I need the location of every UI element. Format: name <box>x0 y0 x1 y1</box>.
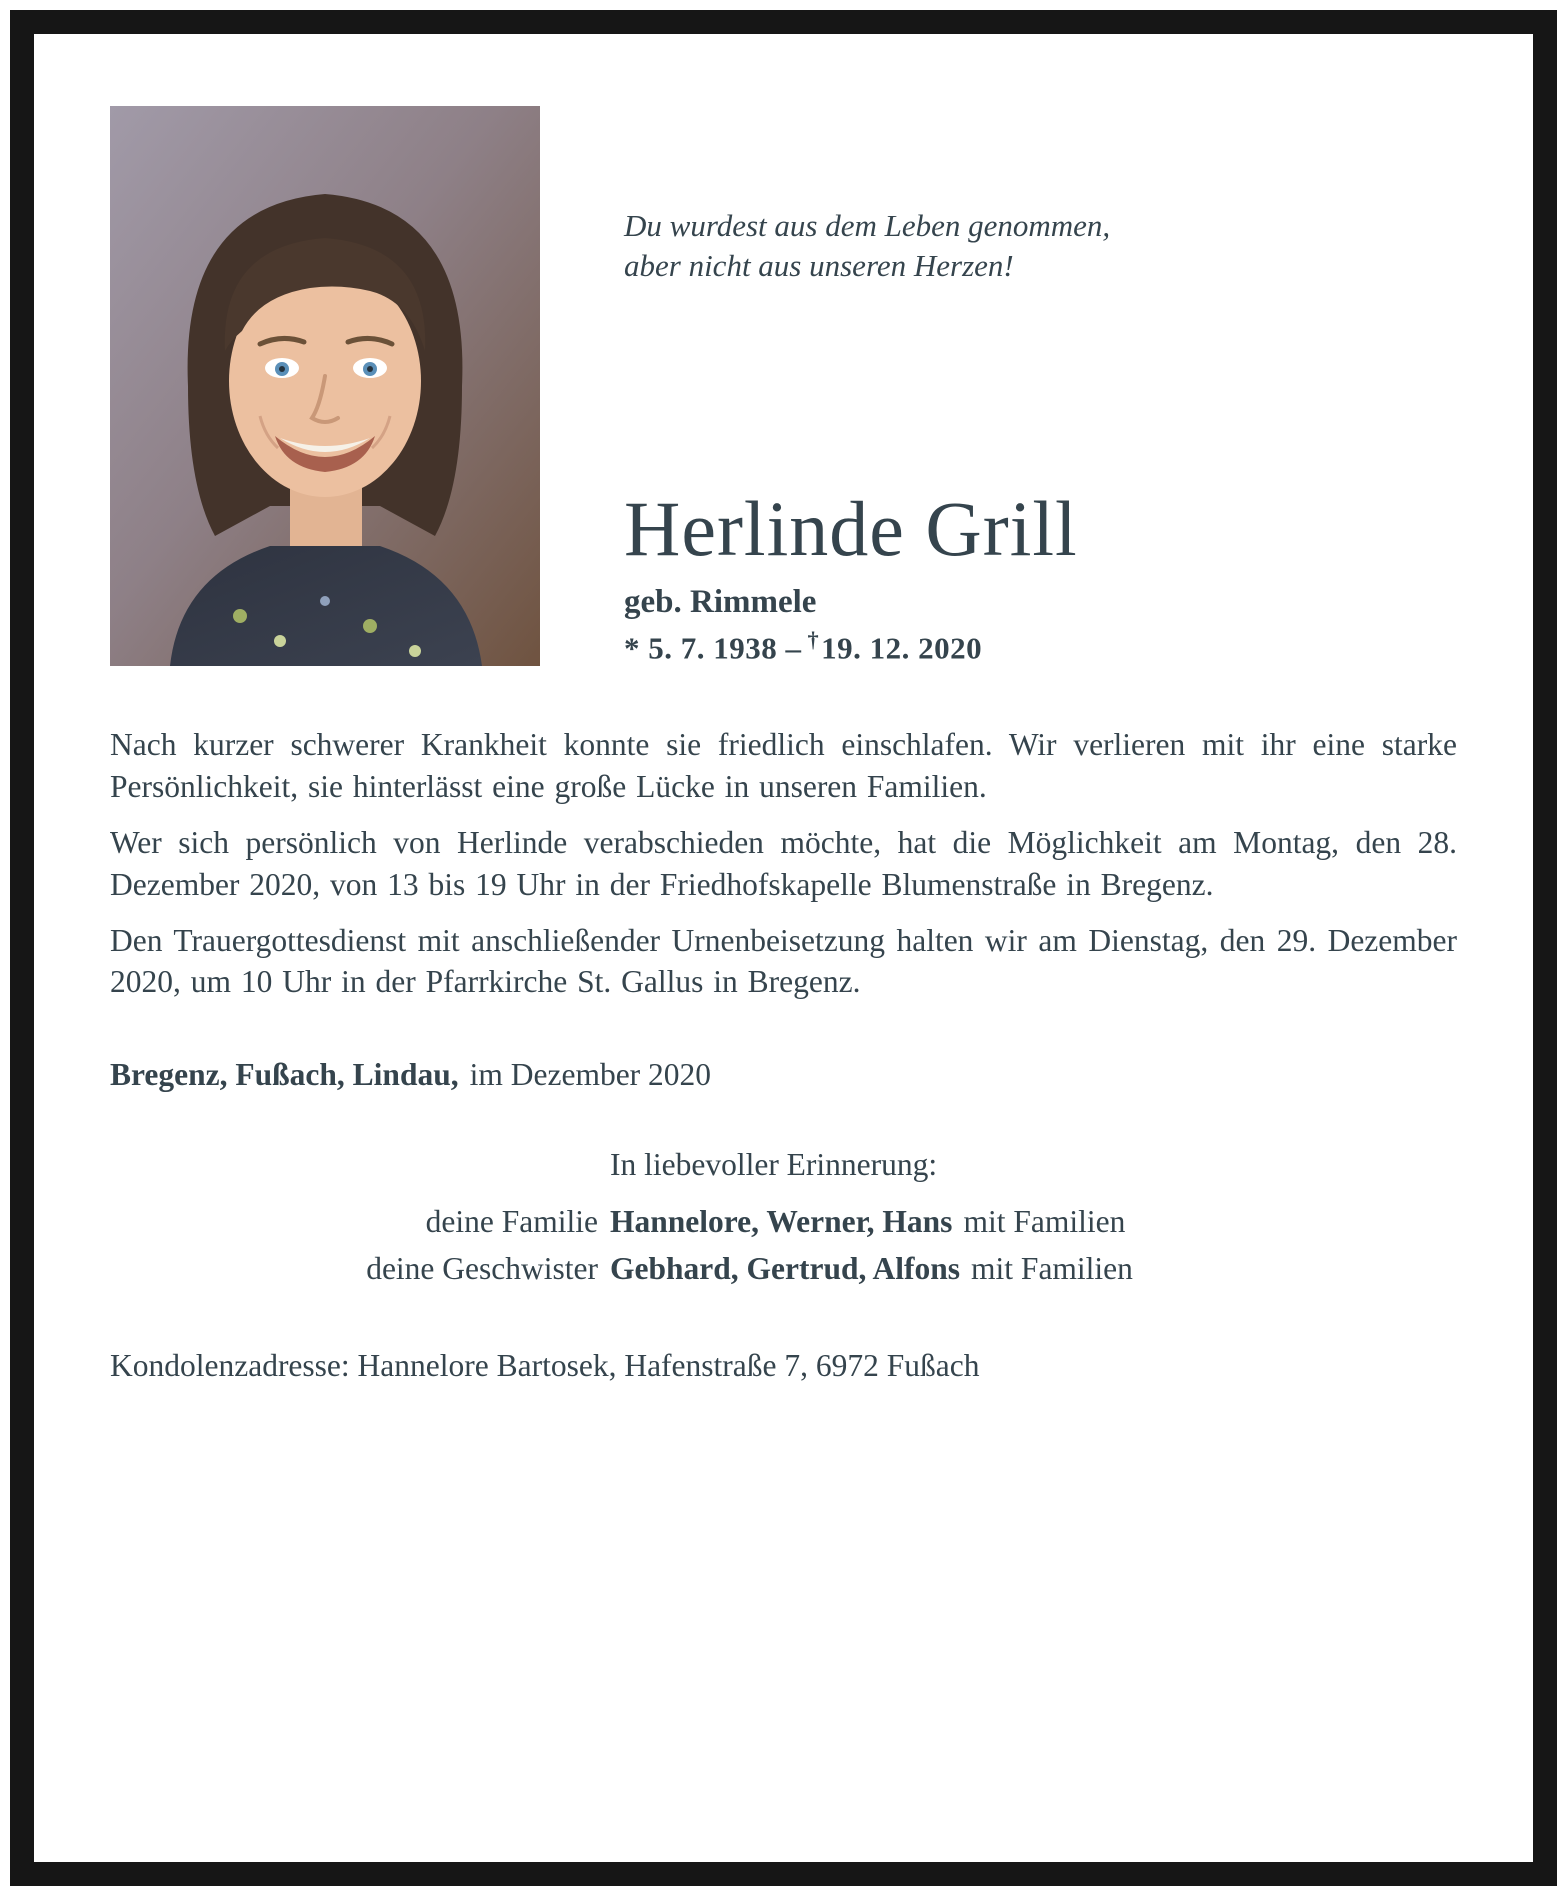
paragraph-1: Nach kurzer schwerer Krankheit konnte sie friedlich einschlafen. Wir verlieren mit ihr eine starke Persönlichkeit, sie hinterlässt eine große Lücke in unseren Familien. <box>110 727 1457 804</box>
family-names: Hannelore, Werner, Hans <box>610 1204 953 1240</box>
siblings-names: Gebhard, Gertrud, Alfons <box>610 1251 961 1287</box>
places-rest: im Dezember 2020 <box>469 1057 712 1093</box>
quote-line-2: aber nicht aus unseren Herzen! <box>624 248 1014 284</box>
family-line <box>610 1202 1457 1243</box>
places-line <box>110 1057 1457 1093</box>
siblings-prefix: deine Geschwister <box>366 1251 598 1287</box>
siblings-suffix: mit Familien <box>971 1251 1133 1287</box>
life-dates <box>624 627 1457 666</box>
portrait-illustration <box>110 106 540 666</box>
quote-line-1: Du wurdest aus dem Leben genommen, <box>624 208 1111 243</box>
remembrance-heading: In liebevoller Erinnerung: <box>610 1147 938 1183</box>
maiden-name: geb. Rimmele <box>624 583 817 620</box>
family-prefix: deine Familie <box>425 1204 598 1240</box>
portrait-photo <box>110 106 540 666</box>
header-section <box>110 106 1457 666</box>
title-block <box>624 484 1457 666</box>
obituary-content <box>34 34 1533 1862</box>
death-date: 19. 12. 2020 <box>821 630 983 665</box>
siblings-line <box>610 1249 1457 1290</box>
obituary-frame <box>10 10 1557 1886</box>
remembrance-block <box>110 1145 1457 1290</box>
paragraph-3: Den Trauergottesdienst mit anschließender Urnenbeisetzung halten wir am Dienstag, den 29. Dezember 2020, um 10 Uhr in der Pfarrkirche St. Gallus in Bregenz. <box>110 922 1457 1000</box>
header-right-column <box>624 106 1457 666</box>
places-bold: Bregenz, Fußach, Lindau, <box>110 1057 459 1093</box>
condolence-address: Kondolenzadresse: Hannelore Bartosek, Hafenstraße 7, 6972 Fußach <box>110 1348 980 1384</box>
body-text <box>110 724 1457 1003</box>
dagger-symbol: † <box>807 626 820 652</box>
paragraph-2: Wer sich persönlich von Herlinde verabschieden möchte, hat die Möglichkeit am Montag, den 28. Dezember 2020, von 13 bis 19 Uhr in der Friedhofskapelle Blumenstraße in Bregenz. <box>110 824 1457 902</box>
family-suffix: mit Familien <box>963 1204 1126 1240</box>
deceased-name: Herlinde Grill <box>624 484 1078 572</box>
birth-date: * 5. 7. 1938 – <box>624 630 802 665</box>
memorial-quote <box>624 206 1457 287</box>
